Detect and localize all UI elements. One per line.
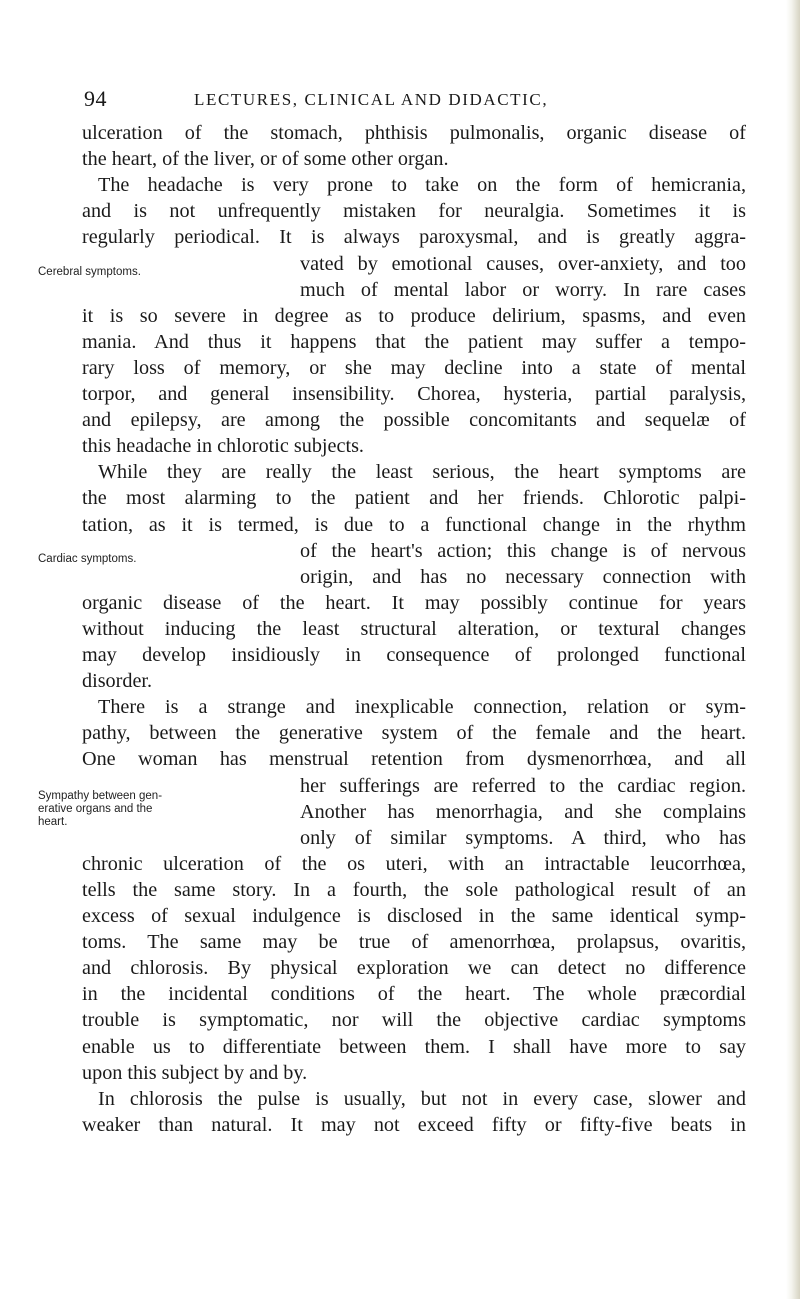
body-line: While they are really the least serious, the heart symptoms are <box>98 461 746 484</box>
body-line: and chlorosis. By physical exploration we can detect no difference <box>82 957 746 980</box>
margin-note-cerebral: Cerebral symptoms. <box>38 265 141 278</box>
body-line: and epilepsy, are among the possible concomitants and sequelæ of <box>82 409 746 432</box>
body-line: and is not unfrequently mistaken for neuralgia. Sometimes it is <box>82 200 746 223</box>
running-head: LECTURES, CLINICAL AND DIDACTIC, <box>194 90 549 109</box>
margin-note-sympathy-2: erative organs and the <box>38 803 153 816</box>
body-line: The headache is very prone to take on the form of hemicrania, <box>98 174 746 197</box>
body-line: upon this subject by and by. <box>82 1061 308 1084</box>
body-line: pathy, between the generative system of the female and the heart. <box>82 722 746 745</box>
body-line: vated by emotional causes, over-anxiety, and too <box>300 252 746 275</box>
body-line: tells the same story. In a fourth, the sole pathological result of an <box>82 878 746 901</box>
body-line: enable us to differentiate between them. I shall have more to say <box>82 1035 746 1058</box>
body-line: much of mental labor or worry. In rare cases <box>300 278 746 301</box>
body-line: ulceration of the stomach, phthisis pulmonalis, organic disease of <box>82 122 746 144</box>
margin-note-sympathy-3: heart. <box>38 816 68 829</box>
body-line: without inducing the least structural alteration, or textural changes <box>82 617 746 640</box>
body-line: only of similar symptoms. A third, who has <box>300 826 746 849</box>
body-line: toms. The same may be true of amenorrhœa, prolapsus, ovaritis, <box>82 931 746 954</box>
body-line: In chlorosis the pulse is usually, but not in every case, slower and <box>98 1087 746 1110</box>
body-line: origin, and has no necessary connection with <box>300 565 746 588</box>
body-line: it is so severe in degree as to produce delirium, spasms, and even <box>82 304 746 327</box>
body-line: There is a strange and inexplicable connection, relation or sym- <box>98 696 746 719</box>
body-line: chronic ulceration of the os uteri, with an intractable leucorrhœa, <box>82 852 746 875</box>
body-line: torpor, and general insensibility. Chorea, hysteria, partial paralysis, <box>82 383 746 405</box>
body-line: trouble is symptomatic, nor will the objective cardiac symptoms <box>82 1009 746 1032</box>
page-edge-shadow <box>786 0 800 1299</box>
body-line: in the incidental conditions of the heart. The whole præcordial <box>82 983 746 1006</box>
body-line: Another has menorrhagia, and she complains <box>300 800 746 823</box>
body-line: her sufferings are referred to the cardiac region. <box>300 774 746 797</box>
body-line: weaker than natural. It may not exceed fifty or fifty-five beats in <box>82 1113 746 1136</box>
body-line: may develop insidiously in consequence of prolonged functional <box>82 644 746 666</box>
body-line: this headache in chlorotic subjects. <box>82 435 364 458</box>
margin-note-sympathy-1: Sympathy between gen- <box>38 790 163 803</box>
body-line: organic disease of the heart. It may possibly continue for years <box>82 591 746 614</box>
body-line: disorder. <box>82 670 153 693</box>
body-line: the heart, of the liver, or of some other organ. <box>82 148 449 171</box>
body-line: excess of sexual indulgence is disclosed in the same identical symp- <box>82 905 746 927</box>
page-header <box>84 86 748 116</box>
margin-note-cardiac: Cardiac symptoms. <box>38 552 137 565</box>
body-line: mania. And thus it happens that the patient may suffer a tempo- <box>82 330 746 353</box>
body-line: tation, as it is termed, is due to a functional change in the rhythm <box>82 513 746 536</box>
body-line: the most alarming to the patient and her friends. Chlorotic palpi- <box>82 487 746 510</box>
body-line: rary loss of memory, or she may decline into a state of mental <box>82 356 746 379</box>
body-line: One woman has menstrual retention from dysmenorrhœa, and all <box>82 748 746 771</box>
page-number: 94 <box>84 86 107 111</box>
body-line: of the heart's action; this change is of nervous <box>300 539 746 562</box>
body-line: regularly periodical. It is always paroxysmal, and is greatly aggra- <box>82 226 746 249</box>
